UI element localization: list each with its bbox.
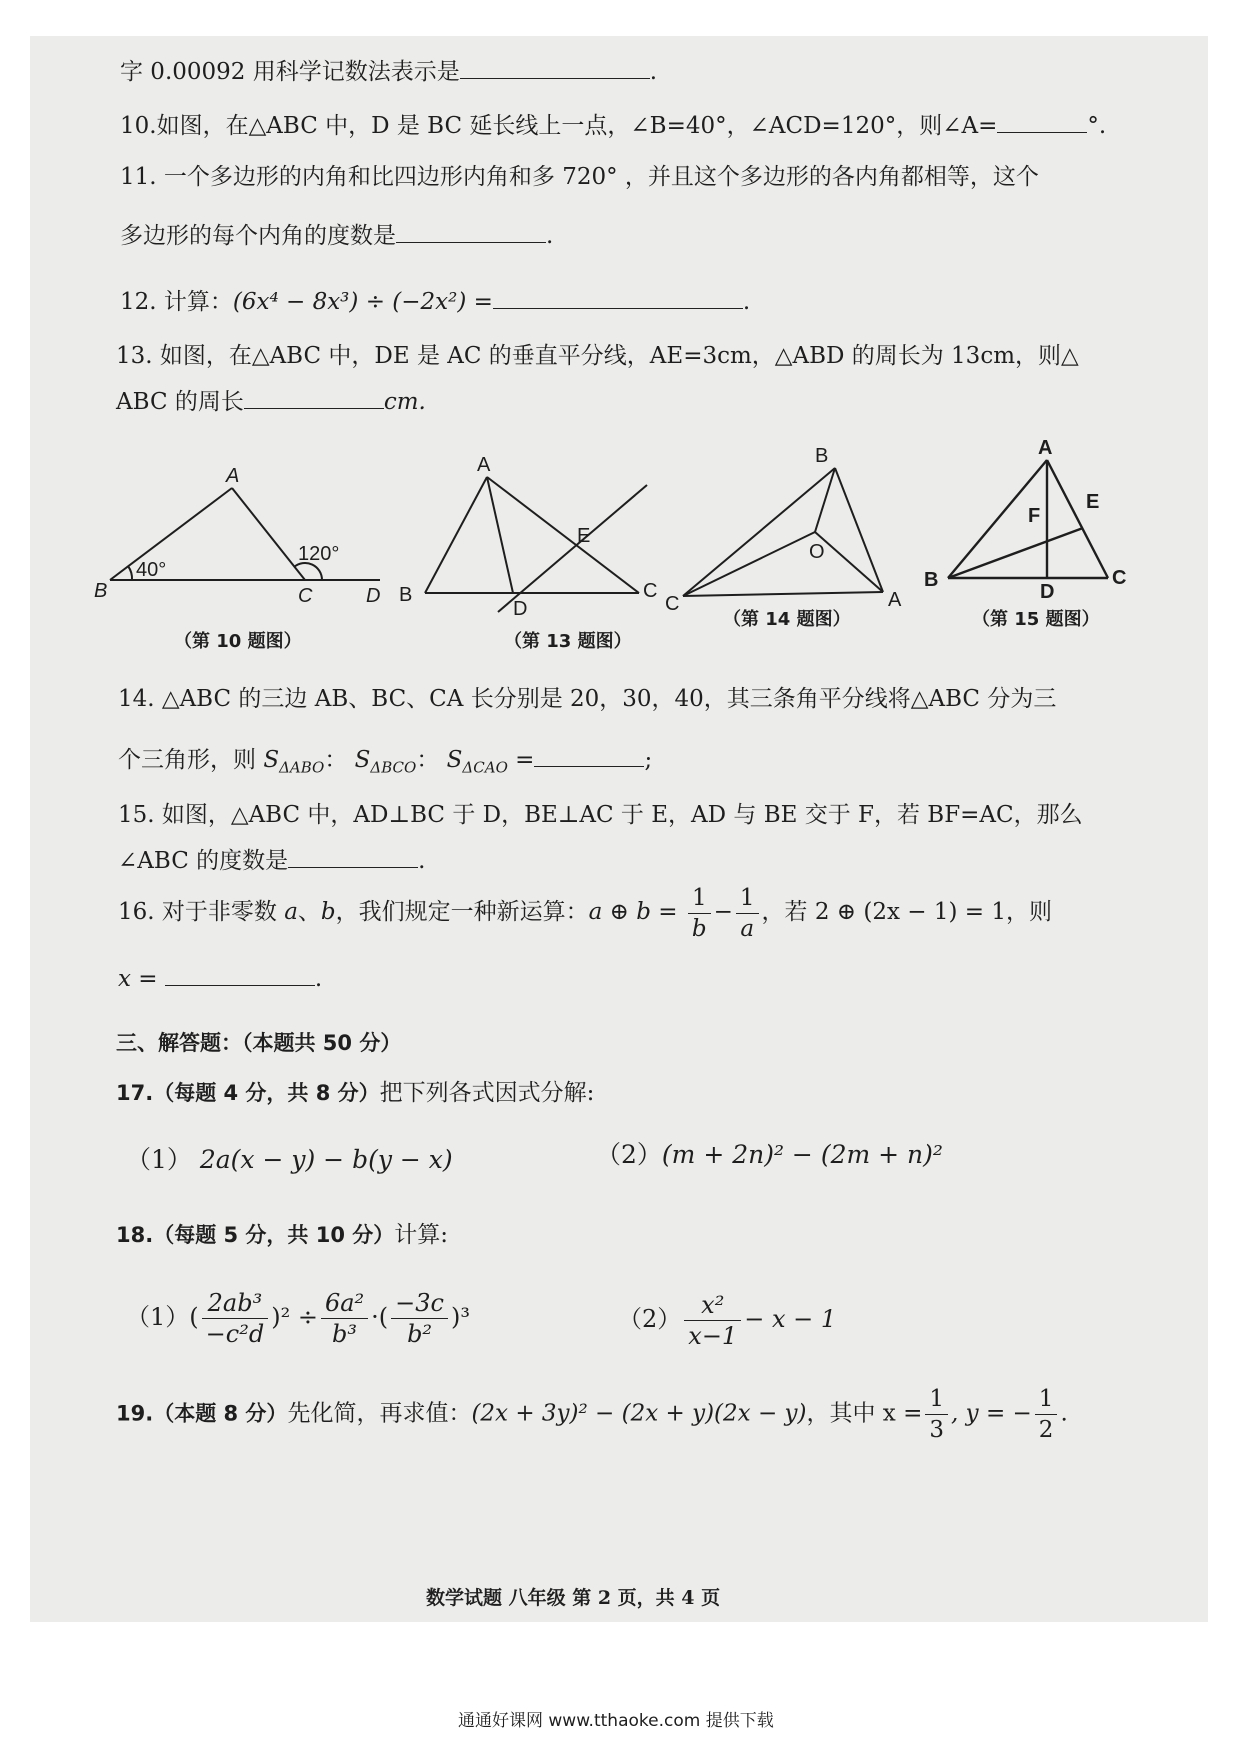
label-D: D: [1040, 581, 1055, 603]
x-equals: x =: [118, 966, 158, 992]
question-18-part2: [618, 1290, 836, 1351]
denominator: b: [691, 915, 707, 942]
denominator: b³: [332, 1320, 358, 1348]
label-A: A: [477, 454, 491, 476]
fraction-1-over-b: [688, 883, 711, 944]
q19-points: 19.（本题 8 分）: [116, 1401, 288, 1426]
area-subscript: ΔBCO: [370, 758, 417, 777]
q14-end: ;: [644, 747, 653, 773]
numerator: 1: [1035, 1384, 1058, 1415]
operator: ·(: [371, 1303, 389, 1331]
q10-text: 10.如图，在△ABC 中，D 是 BC 延长线上一点，∠B=40°，∠ACD=120°，则∠A=: [120, 113, 998, 139]
question-18-part1: （1）( $\frac{\text{2ab³}}{\text{−c²d}}$ )² ÷ $\frac{\text{6a²}}{\text{b³}}$ ·( $\frac{-3c}{\text{b²}}$ )³: [126, 1289, 470, 1348]
operator: )³: [450, 1303, 470, 1331]
question-16-line1: [118, 880, 1052, 944]
q9-tail: [120, 56, 657, 87]
figure-10: [90, 460, 400, 610]
angle-B-label: 40°: [136, 559, 167, 581]
question-19: [116, 1384, 1068, 1445]
q18-expr-tail: − x − 1: [744, 1305, 837, 1333]
denominator: −c²d: [205, 1320, 265, 1348]
denominator: 3: [929, 1417, 945, 1443]
answer-blank: [997, 110, 1087, 133]
label-B: B: [924, 569, 939, 591]
figure-14: [665, 446, 925, 616]
label-C: C: [298, 585, 313, 607]
q17-points: 17.（每题 4 分，共 8 分）: [116, 1081, 380, 1105]
label-C: C: [665, 593, 680, 615]
numerator: 1: [736, 883, 759, 914]
question-14-line2: [118, 744, 652, 775]
part-label: （1）: [126, 1145, 192, 1174]
q17-expr-2: (m + 2n)² − (2m + n)²: [661, 1140, 943, 1169]
q10-end: °.: [1087, 113, 1107, 139]
numerator: 1: [688, 883, 711, 914]
denominator: x−1: [688, 1322, 738, 1350]
area-symbol: S: [354, 747, 371, 773]
q12-label: 12. 计算：: [120, 289, 233, 315]
part-label: （1）: [126, 1303, 190, 1331]
denominator: b²: [407, 1320, 433, 1348]
q16-sep: 、: [297, 899, 321, 925]
answer-blank: [165, 963, 315, 986]
label-O: O: [809, 541, 825, 563]
download-note: 通通好课网 www.tthaoke.com 提供下载: [458, 1711, 774, 1731]
fig15-caption: （第 15 题图）: [972, 609, 1100, 630]
q11-text: 多边形的每个内角的度数是: [120, 223, 396, 249]
area-symbol: S: [263, 747, 280, 773]
equals: =: [507, 747, 535, 773]
label-B: B: [94, 580, 108, 602]
q9-end: .: [649, 59, 658, 85]
q13-text: ABC 的周长: [116, 389, 244, 415]
question-15-line1: 15. 如图，△ABC 中，AD⊥BC 于 D，BE⊥AC 于 E，AD 与 BE 交于 F，若 BF=AC，那么: [118, 802, 1083, 828]
numerator: 1: [925, 1384, 948, 1415]
label-A: A: [888, 589, 902, 611]
y-equals: , y = −: [951, 1400, 1032, 1427]
label-C: C: [1112, 567, 1127, 589]
numerator: x²: [684, 1290, 741, 1321]
minus: −: [713, 899, 733, 925]
question-16-line2: [118, 963, 322, 994]
fig14-caption: （第 14 题图）: [723, 609, 851, 630]
numerator: −3c: [391, 1288, 448, 1319]
q13-unit: cm.: [383, 389, 426, 415]
answer-blank: [244, 386, 384, 409]
fraction: [925, 1384, 948, 1445]
q16-text: 16. 对于非零数: [118, 899, 277, 925]
fraction-1-over-a: [736, 883, 759, 944]
answer-blank: [288, 845, 418, 868]
answer-blank: [493, 286, 743, 309]
q18-points: 18.（每题 5 分，共 10 分）: [116, 1223, 395, 1247]
question-14-line1: 14. △ABC 的三边 AB、BC、CA 长分别是 20，30，40，其三条角平分线将△ABC 分为三: [118, 686, 1057, 712]
area-subscript: ΔCAO: [462, 758, 508, 777]
answer-blank: [534, 744, 644, 767]
part-label: （2）: [618, 1305, 682, 1333]
question-18-head: [116, 1220, 448, 1250]
question-10: [120, 110, 1106, 141]
q15-end: .: [418, 848, 426, 874]
label-D: D: [366, 585, 381, 607]
q16-end: .: [314, 966, 323, 992]
question-17-part2: [596, 1140, 943, 1170]
fraction: [1035, 1384, 1058, 1445]
q19-text: 先化简，再求值：: [287, 1400, 472, 1427]
fig10-caption: （第 10 题图）: [174, 631, 302, 652]
q9-text: 字 0.00092 用科学记数法表示是: [120, 59, 460, 85]
var-a: a: [284, 899, 298, 925]
q19-expression: (2x + 3y)² − (2x + y)(2x − y): [471, 1400, 807, 1427]
question-17-part1: [126, 1145, 453, 1175]
q18-text: 计算:: [394, 1222, 449, 1248]
numerator: 2ab³: [202, 1288, 269, 1319]
q11-end: .: [546, 223, 554, 249]
label-F: F: [1028, 505, 1041, 527]
area-symbol: S: [446, 747, 463, 773]
denominator: 2: [1038, 1417, 1054, 1443]
q17-text: 把下列各式因式分解:: [379, 1080, 595, 1106]
numerator: 6a²: [321, 1288, 368, 1319]
label-A: A: [226, 465, 240, 487]
q19-end: .: [1060, 1400, 1068, 1427]
operation-def: a ⊕ b =: [588, 899, 678, 925]
q17-expr-1: 2a(x − y) − b(y − x): [199, 1145, 453, 1174]
question-11-line2: [120, 220, 553, 251]
fraction: [684, 1290, 741, 1351]
denominator: a: [740, 915, 755, 942]
fraction: [321, 1288, 368, 1349]
q12-expression: (6x⁴ − 8x³) ÷ (−2x²) =: [232, 289, 493, 315]
part-label: （2）: [596, 1140, 662, 1169]
q16-rule-text: ，我们规定一种新运算：: [335, 899, 589, 925]
ratio-sep: ：: [416, 747, 440, 773]
label-E: E: [1086, 491, 1100, 513]
label-B: B: [815, 445, 829, 467]
q19-where: ，其中 x =: [806, 1400, 923, 1427]
question-11-line1: 11. 一个多边形的内角和比四边形内角和多 720° ，并且这个多边形的各内角都相等，这个: [120, 164, 1039, 190]
label-E: E: [577, 525, 591, 547]
label-B: B: [399, 584, 413, 606]
figure-13: [395, 454, 665, 620]
label-D: D: [513, 598, 528, 620]
question-13-line1: 13. 如图，在△ABC 中，DE 是 AC 的垂直平分线，AE=3cm，△ABD 的周长为 13cm，则△: [116, 343, 1079, 369]
q15-text: ∠ABC 的度数是: [118, 848, 289, 874]
question-12: [120, 286, 750, 317]
section-3-title: 三、解答题：（本题共 50 分）: [116, 1031, 402, 1055]
fraction: [202, 1288, 269, 1349]
label-C: C: [643, 580, 658, 602]
question-17-head: [116, 1078, 594, 1108]
operator: )² ÷: [271, 1303, 318, 1331]
question-15-line2: [118, 845, 425, 876]
answer-blank: [460, 56, 650, 79]
figure-15: [920, 437, 1150, 603]
q16-condition: ，若 2 ⊕ (2x − 1) = 1，则: [761, 899, 1052, 925]
page-footer: 数学试题 八年级 第 2 页，共 4 页: [426, 1587, 721, 1609]
answer-blank: [396, 220, 546, 243]
var-b: b: [320, 899, 336, 925]
angle-C-label: 120°: [298, 543, 340, 565]
area-subscript: ΔABO: [279, 758, 325, 777]
label-A: A: [1038, 437, 1053, 459]
q14-text: 个三角形，则: [118, 747, 256, 773]
q12-end: .: [742, 289, 751, 315]
fraction: [391, 1288, 448, 1349]
fig13-caption: （第 13 题图）: [504, 631, 632, 652]
ratio-sep: ：: [324, 747, 348, 773]
question-13-line2: [116, 386, 426, 417]
